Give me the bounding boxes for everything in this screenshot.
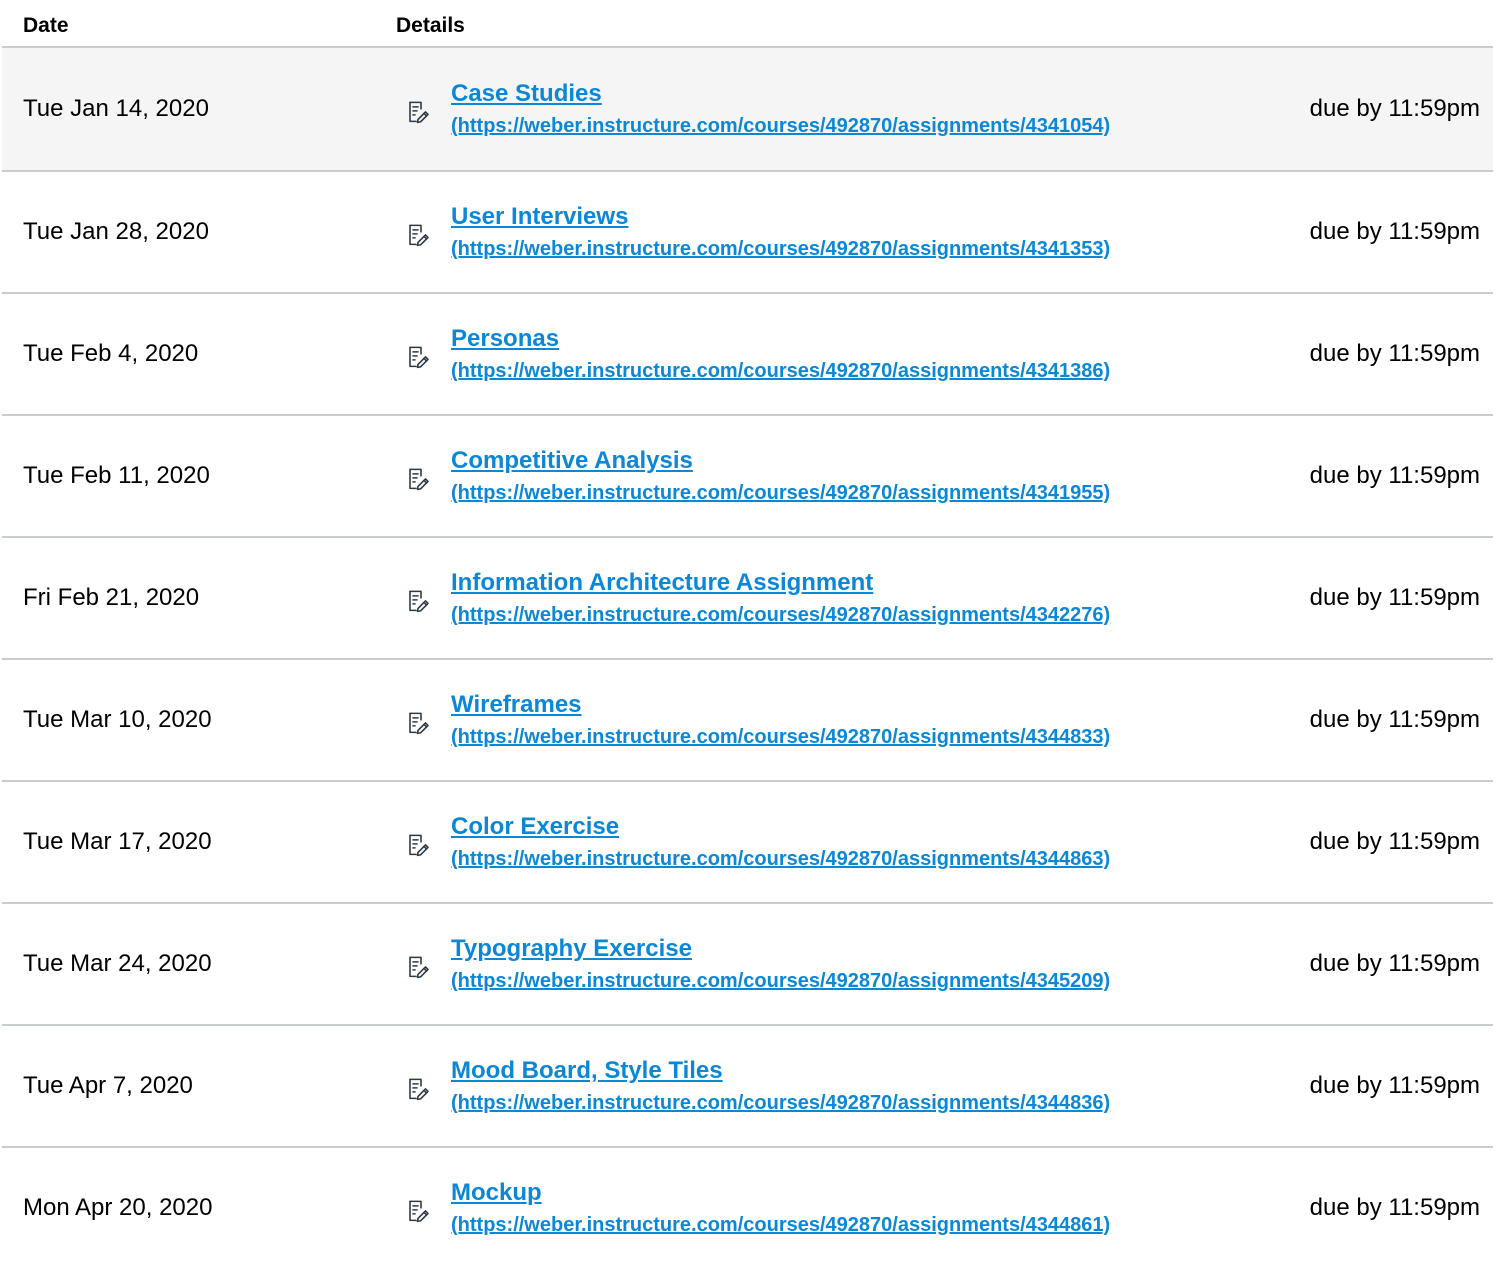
assignment-icon bbox=[406, 955, 430, 979]
assignment-date: Tue Feb 11, 2020 bbox=[23, 462, 210, 489]
table-row bbox=[2, 782, 1493, 904]
assignment-title-link[interactable]: Mood Board, Style Tiles bbox=[451, 1057, 723, 1084]
table-header bbox=[2, 0, 1493, 48]
assignment-date: Tue Feb 4, 2020 bbox=[23, 340, 199, 367]
table-row bbox=[2, 48, 1493, 172]
assignment-url-link[interactable]: (https://weber.instructure.com/courses/492870/assignments/4345209) bbox=[451, 970, 1111, 992]
assignment-date: Tue Mar 17, 2020 bbox=[23, 828, 212, 855]
due-time: due by 11:59pm bbox=[1309, 1194, 1480, 1221]
assignment-details bbox=[451, 813, 1110, 871]
table-row bbox=[2, 538, 1493, 660]
assignment-url-link[interactable]: (https://weber.instructure.com/courses/492870/assignments/4341386) bbox=[451, 360, 1111, 382]
assignment-details bbox=[451, 691, 1110, 749]
due-time: due by 11:59pm bbox=[1309, 95, 1480, 122]
table-row bbox=[2, 1148, 1493, 1266]
assignment-title-link[interactable]: Color Exercise bbox=[451, 813, 620, 840]
assignment-url-link[interactable]: (https://weber.instructure.com/courses/492870/assignments/4342276) bbox=[451, 604, 1111, 626]
assignment-icon bbox=[406, 711, 430, 735]
assignment-icon bbox=[406, 833, 430, 857]
assignment-url-link[interactable]: (https://weber.instructure.com/courses/492870/assignments/4341054) bbox=[451, 115, 1111, 137]
due-time: due by 11:59pm bbox=[1309, 462, 1480, 489]
assignment-icon bbox=[406, 223, 430, 247]
assignment-icon bbox=[406, 589, 430, 613]
assignment-icon bbox=[406, 467, 430, 491]
assignment-title-link[interactable]: Information Architecture Assignment bbox=[451, 569, 874, 596]
assignment-title-link[interactable]: User Interviews bbox=[451, 203, 629, 230]
assignment-url-link[interactable]: (https://weber.instructure.com/courses/492870/assignments/4344863) bbox=[451, 848, 1111, 870]
due-time: due by 11:59pm bbox=[1309, 340, 1480, 367]
assignment-details bbox=[451, 325, 1110, 383]
assignment-details bbox=[451, 203, 1110, 261]
assignment-url-link[interactable]: (https://weber.instructure.com/courses/492870/assignments/4344861) bbox=[451, 1214, 1111, 1236]
assignment-details bbox=[451, 569, 1110, 627]
assignment-title-link[interactable]: Competitive Analysis bbox=[451, 447, 693, 474]
assignment-details bbox=[451, 447, 1110, 505]
assignment-title-link[interactable]: Wireframes bbox=[451, 691, 582, 718]
due-time: due by 11:59pm bbox=[1309, 218, 1480, 245]
due-time: due by 11:59pm bbox=[1309, 1072, 1480, 1099]
assignment-url-link[interactable]: (https://weber.instructure.com/courses/492870/assignments/4341955) bbox=[451, 482, 1111, 504]
assignment-url-link[interactable]: (https://weber.instructure.com/courses/492870/assignments/4344836) bbox=[451, 1092, 1111, 1114]
assignment-date: Tue Mar 10, 2020 bbox=[23, 706, 212, 733]
assignment-details bbox=[451, 935, 1110, 993]
assignment-url-link[interactable]: (https://weber.instructure.com/courses/492870/assignments/4344833) bbox=[451, 726, 1111, 748]
assignment-date: Tue Apr 7, 2020 bbox=[23, 1072, 193, 1099]
table-row bbox=[2, 294, 1493, 416]
assignment-rows bbox=[2, 48, 1493, 1266]
assignment-title-link[interactable]: Personas bbox=[451, 325, 560, 352]
assignment-date: Tue Jan 14, 2020 bbox=[23, 95, 209, 122]
assignment-icon bbox=[406, 100, 430, 124]
assignment-details bbox=[451, 1057, 1110, 1115]
assignment-icon bbox=[406, 1199, 430, 1223]
details-column-header: Details bbox=[396, 14, 465, 37]
date-column-header: Date bbox=[23, 14, 69, 37]
assignment-url-link[interactable]: (https://weber.instructure.com/courses/492870/assignments/4341353) bbox=[451, 238, 1111, 260]
assignment-details bbox=[451, 80, 1110, 138]
assignment-details bbox=[451, 1179, 1110, 1237]
assignment-title-link[interactable]: Mockup bbox=[451, 1179, 542, 1206]
course-summary-table bbox=[2, 0, 1493, 1266]
table-row bbox=[2, 904, 1493, 1026]
table-row bbox=[2, 660, 1493, 782]
table-row bbox=[2, 416, 1493, 538]
due-time: due by 11:59pm bbox=[1309, 584, 1480, 611]
assignment-date: Tue Mar 24, 2020 bbox=[23, 950, 212, 977]
table-row bbox=[2, 1026, 1493, 1148]
assignment-icon bbox=[406, 345, 430, 369]
assignment-title-link[interactable]: Typography Exercise bbox=[451, 935, 692, 962]
assignment-icon bbox=[406, 1077, 430, 1101]
due-time: due by 11:59pm bbox=[1309, 706, 1480, 733]
assignment-title-link[interactable]: Case Studies bbox=[451, 80, 602, 107]
assignment-date: Mon Apr 20, 2020 bbox=[23, 1194, 213, 1221]
due-time: due by 11:59pm bbox=[1309, 950, 1480, 977]
due-time: due by 11:59pm bbox=[1309, 828, 1480, 855]
assignment-date: Tue Jan 28, 2020 bbox=[23, 218, 209, 245]
table-row bbox=[2, 172, 1493, 294]
assignment-date: Fri Feb 21, 2020 bbox=[23, 584, 200, 611]
